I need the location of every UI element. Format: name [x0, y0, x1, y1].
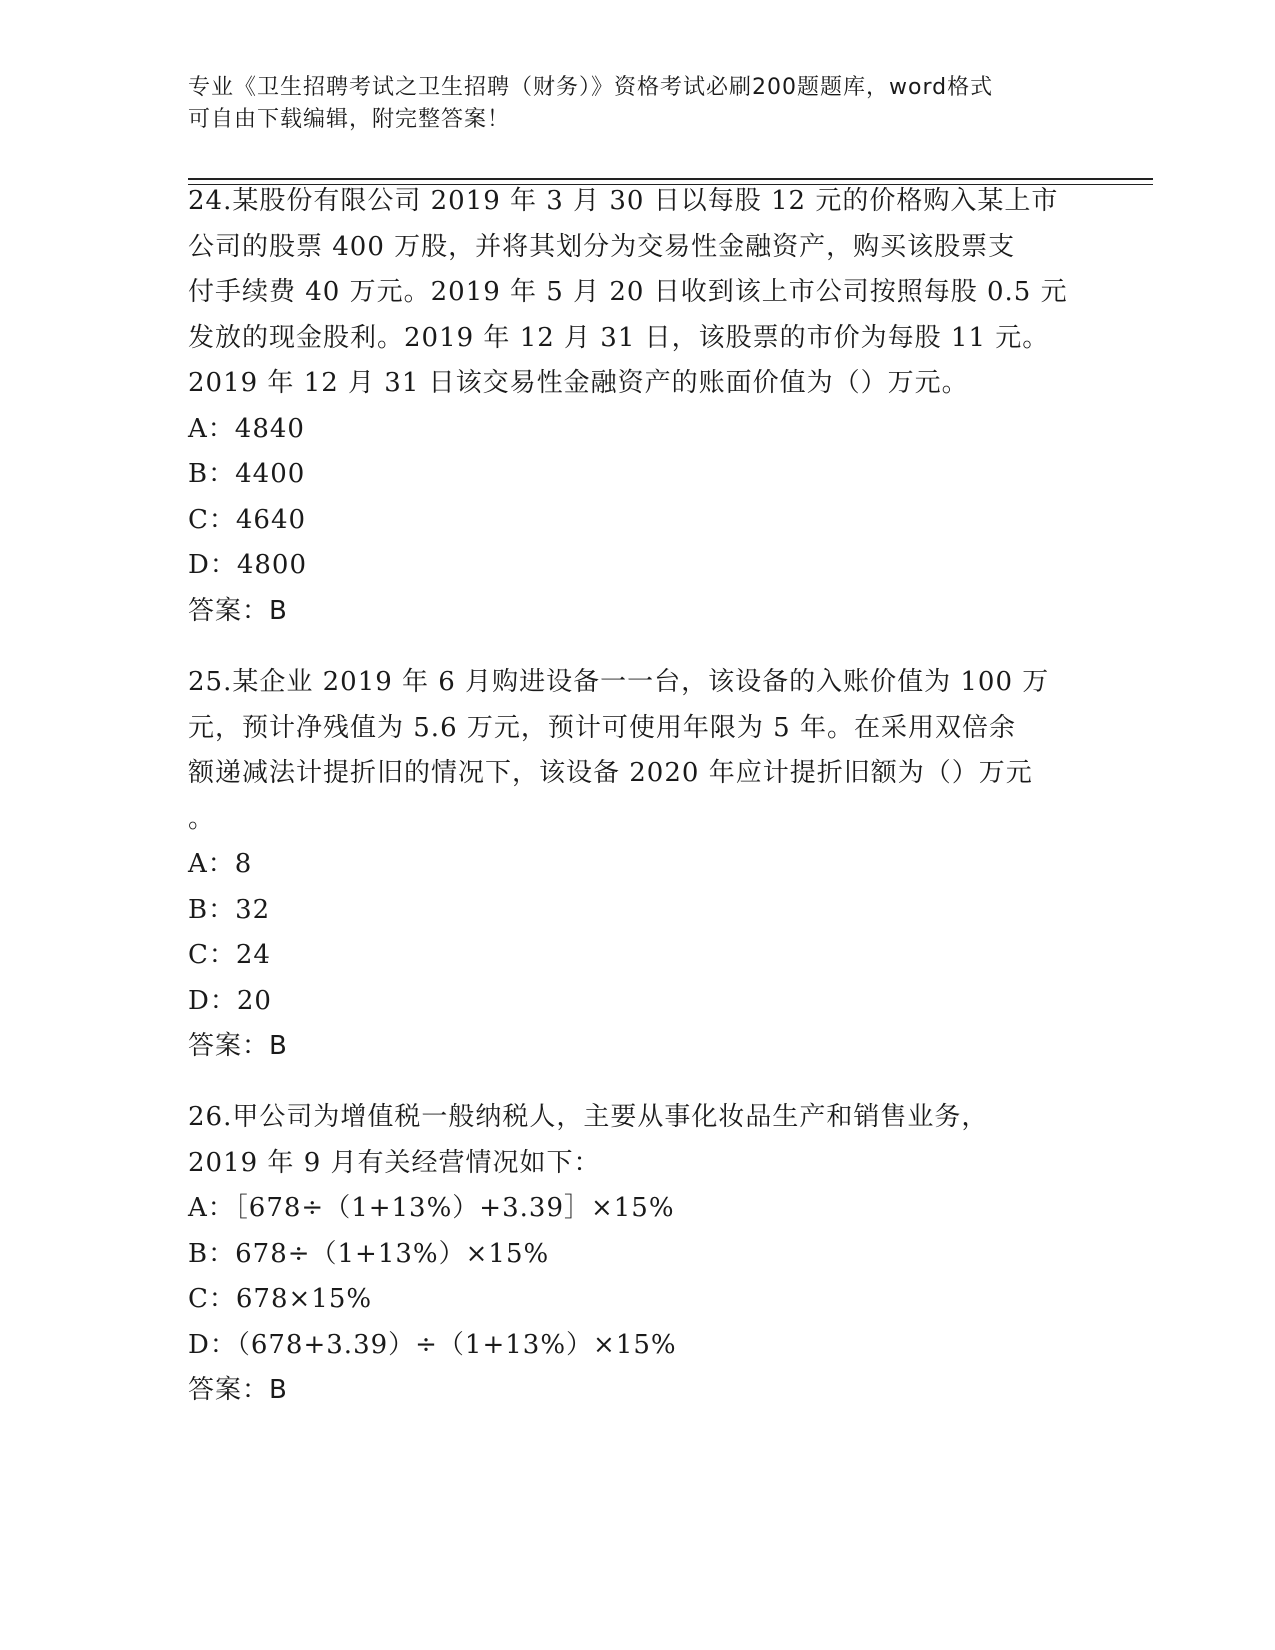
- answer-line: 答案：B: [188, 595, 288, 626]
- question-line: 2019 年 9 月有关经营情况如下：: [188, 1147, 601, 1178]
- option-b: B：678÷（1+13%）×15%: [188, 1238, 550, 1269]
- document-header: [188, 72, 1068, 136]
- header-line-2: 可自由下载编辑，附完整答案！: [188, 107, 511, 132]
- question-line: 。: [188, 803, 216, 834]
- option-a: A：4840: [188, 413, 305, 444]
- option-b: B：32: [188, 894, 271, 925]
- question-line: 付手续费 40 万元。2019 年 5 月 20 日收到该上市公司按照每股 0.5 元: [188, 277, 1068, 307]
- option-c: C：678×15%: [188, 1284, 373, 1314]
- question-line: 26.甲公司为增值税一般纳税人，主要从事化妆品生产和销售业务，: [188, 1102, 989, 1132]
- option-b: B：4400: [188, 459, 306, 489]
- option-d: D：20: [188, 985, 272, 1016]
- answer-line: 答案：B: [188, 1375, 288, 1405]
- question-24: [188, 179, 1088, 634]
- option-a: A：［678÷（1+13%）+3.39］×15%: [188, 1193, 675, 1223]
- question-line: 25.某企业 2019 年 6 月购进设备一一台，该设备的入账价值为 100 万: [188, 667, 1050, 697]
- question-text: [188, 660, 1088, 842]
- question-line: 24.某股份有限公司 2019 年 3 月 30 日以每股 12 元的价格购入某上市: [188, 186, 1059, 216]
- question-line: 2019 年 12 月 31 日该交易性金融资产的账面价值为（）万元。: [188, 368, 969, 398]
- question-text: [188, 179, 1088, 407]
- question-line: 额递减法计提折旧的情况下，该设备 2020 年应计提折旧额为（）万元: [188, 758, 1033, 788]
- header-line-1: 专业《卫生招聘考试之卫生招聘（财务）》资格考试必刷200题题库，word格式: [188, 75, 994, 100]
- option-c: C：24: [188, 940, 271, 970]
- option-d: D：4800: [188, 550, 308, 580]
- option-d: D：（678+3.39）÷（1+13%）×15%: [188, 1329, 677, 1360]
- option-a: A：8: [188, 849, 253, 879]
- question-text: [188, 1095, 1088, 1186]
- option-c: C：4640: [188, 504, 307, 535]
- question-25: [188, 660, 1088, 1070]
- question-line: 发放的现金股利。2019 年 12 月 31 日，该股票的市价为每股 11 元。: [188, 322, 1050, 353]
- answer-line: 答案：B: [188, 1031, 288, 1061]
- question-line: 公司的股票 400 万股，并将其划分为交易性金融资产，购买该股票支: [188, 231, 1016, 262]
- question-line: 元，预计净残值为 5.6 万元，预计可使用年限为 5 年。在采用双倍余: [188, 712, 1016, 743]
- question-26: [188, 1095, 1088, 1414]
